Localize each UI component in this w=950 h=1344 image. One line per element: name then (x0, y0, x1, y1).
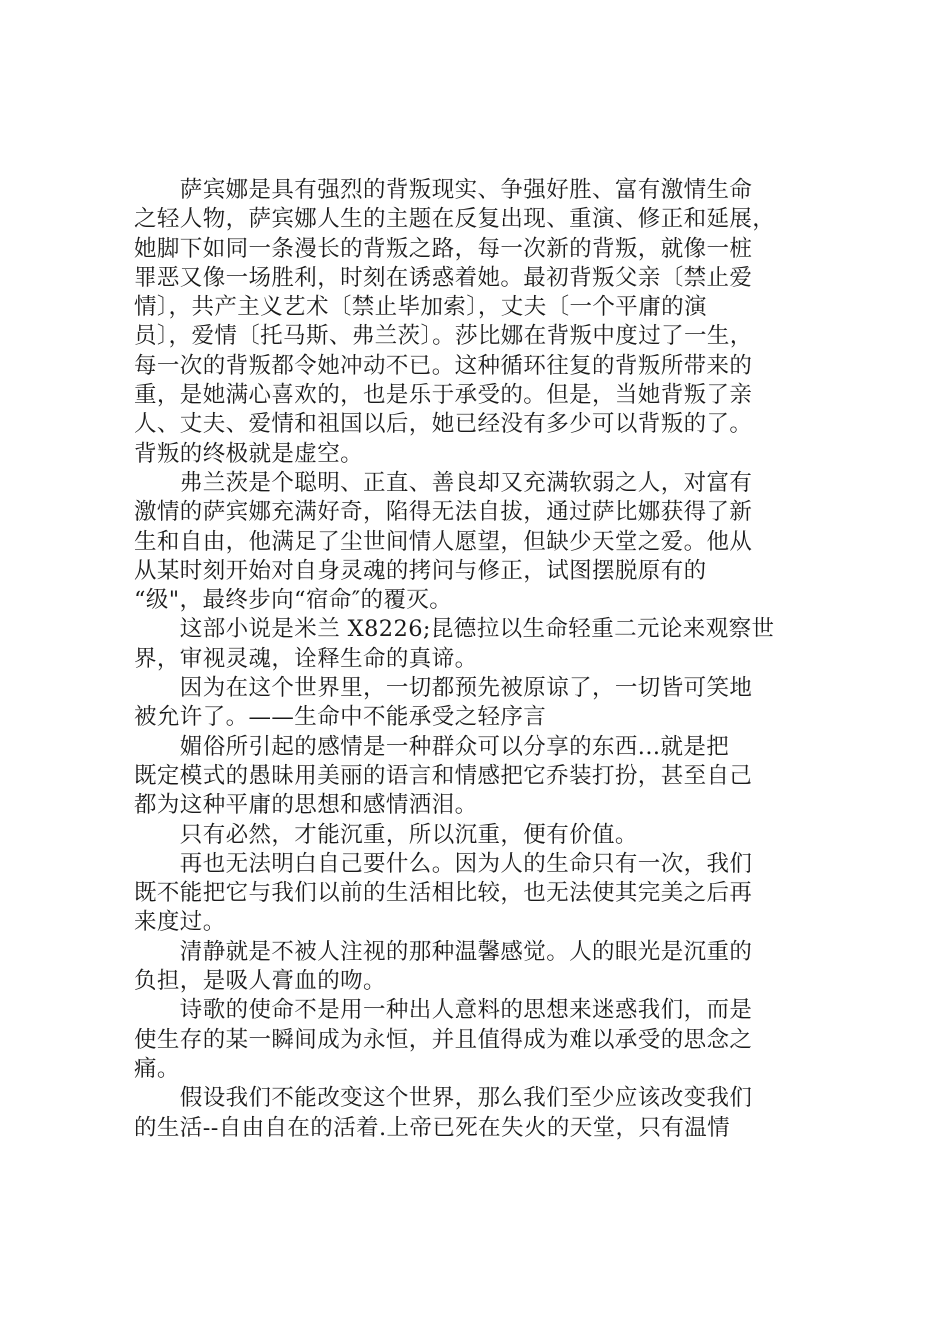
text-line: 这部小说是米兰 X8226;昆德拉以生命轻重二元论来观察世 (134, 616, 775, 643)
text-line: 既不能把它与我们以前的生活相比较，也无法使其完美之后再 (134, 880, 753, 907)
text-line: 重，是她满心喜欢的，也是乐于承受的。但是，当她背叛了亲 (134, 382, 753, 409)
text-line: 她脚下如同一条漫长的背叛之路，每一次新的背叛，就像一桩 (134, 235, 753, 262)
text-line: 情〕，共产主义艺术〔禁止毕加索〕，丈夫〔一个平庸的演 (134, 294, 707, 321)
text-line: 萨宾娜是具有强烈的背叛现实、争强好胜、富有激情生命 (134, 177, 753, 203)
text-line: 之轻人物，萨宾娜人生的主题在反复出现、重演、修正和延展， (134, 206, 776, 233)
text-line: 再也无法明白自己要什么。因为人的生命只有一次，我们 (134, 850, 753, 877)
text-line: 员〕，爱情〔托马斯、弗兰茨〕。莎比娜在背叛中度过了一生， (134, 323, 753, 350)
text-line: 清静就是不被人注视的那种温馨感觉。人的眼光是沉重的 (134, 938, 753, 965)
text-line: 罪恶又像一场胜利，时刻在诱惑着她。最初背叛父亲〔禁止爱 (134, 264, 753, 291)
text-line: 被允许了。——生命中不能承受之轻序言 (134, 704, 547, 731)
text-line: 都为这种平庸的思想和感情洒泪。 (134, 792, 478, 819)
text-line: 来度过。 (134, 909, 226, 936)
text-line: 因为在这个世界里，一切都预先被原谅了，一切皆可笑地 (134, 675, 753, 702)
text-line: 假设我们不能改变这个世界，那么我们至少应该改变我们 (134, 1085, 753, 1112)
text-line: 激情的萨宾娜充满好奇，陷得无法自拔，通过萨比娜获得了新 (134, 499, 753, 526)
text-line: 诗歌的使命不是用一种出人意料的思想来迷惑我们，而是 (134, 997, 753, 1024)
text-line: “级"，最终步向“宿命″的覆灭。 (134, 587, 453, 614)
text-line: 人、丈夫、爱情和祖国以后，她已经没有多少可以背叛的了。 (134, 411, 753, 438)
body-text (134, 176, 824, 1143)
text-line: 只有必然，才能沉重，所以沉重，便有价值。 (134, 821, 638, 848)
text-line: 既定模式的愚昧用美丽的语言和情感把它乔装打扮，甚至自己 (134, 762, 753, 789)
text-line: 媚俗所引起的感情是一种群众可以分享的东西...就是把 (134, 733, 730, 760)
text-line: 界，审视灵魂，诠释生命的真谛。 (134, 645, 478, 672)
text-line: 负担，是吸人膏血的吻。 (134, 968, 386, 995)
text-line: 每一次的背叛都令她冲动不已。这种循环往复的背叛所带来的 (134, 352, 753, 379)
text-line: 痛。 (134, 1055, 180, 1082)
text-line: 的生活--自由自在的活着.上帝已死在失火的天堂，只有温情 (134, 1114, 731, 1141)
text-line: 使生存的某一瞬间成为永恒，并且值得成为难以承受的思念之 (134, 1026, 753, 1053)
text-line: 背叛的终极就是虚空。 (134, 440, 364, 467)
text-line: 弗兰茨是个聪明、正直、善良却又充满软弱之人，对富有 (134, 469, 753, 496)
text-line: 生和自由，他满足了尘世间情人愿望，但缺少天堂之爱。他从 (134, 528, 753, 555)
text-line: 从某时刻开始对自身灵魂的拷问与修正，试图摆脱原有的 (134, 557, 707, 584)
